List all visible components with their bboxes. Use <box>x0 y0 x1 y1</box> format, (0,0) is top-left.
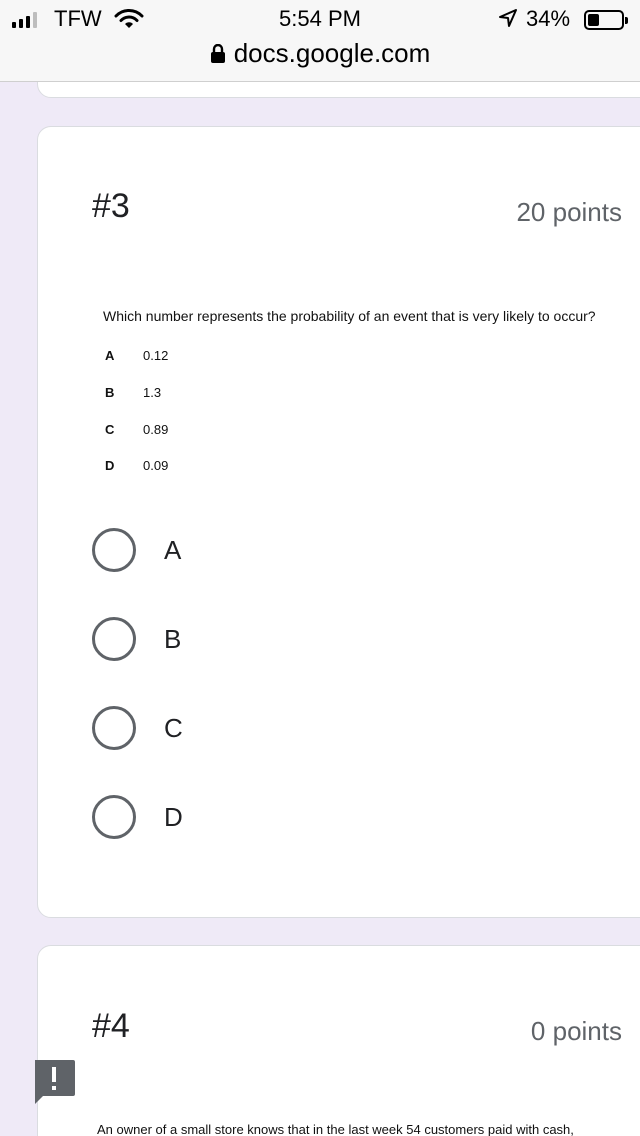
choice-value: 1.3 <box>143 385 162 400</box>
radio-button[interactable] <box>92 617 136 661</box>
choice-letter: A <box>105 348 115 363</box>
question-points: 0 points <box>530 1016 622 1046</box>
option-label: C <box>164 712 183 743</box>
choice-value: 0.89 <box>143 422 169 437</box>
question-points: 20 points <box>516 197 622 227</box>
question-text: An owner of a small store knows that in the last week 54 customers paid with cash, <box>97 1122 574 1136</box>
question-title: #3 <box>92 187 130 225</box>
option-label: B <box>164 623 182 654</box>
clock-time: 5:54 PM <box>279 6 361 31</box>
choice-letter: D <box>105 458 115 473</box>
question-title: #4 <box>92 1007 130 1045</box>
choice-row-c <box>105 422 168 437</box>
location-arrow-icon <box>498 8 518 34</box>
radio-option-a[interactable] <box>92 527 181 573</box>
exclamation-feedback-icon[interactable] <box>31 1058 77 1104</box>
choice-row-d <box>105 458 168 473</box>
choice-row-a <box>105 348 168 363</box>
choice-value: 0.12 <box>143 348 169 363</box>
url-text: docs.google.com <box>233 38 431 68</box>
browser-top-bar <box>0 0 640 82</box>
question-card-3 <box>37 126 640 918</box>
address-bar[interactable] <box>0 38 640 71</box>
question-text: Which number represents the probability of an event that is very likely to occur? <box>103 308 596 324</box>
battery-percentage: 34% <box>526 6 571 31</box>
choice-letter: C <box>105 422 115 437</box>
radio-button[interactable] <box>92 528 136 572</box>
radio-button[interactable] <box>92 795 136 839</box>
radio-option-b[interactable] <box>92 616 181 662</box>
question-card-4 <box>37 945 640 1136</box>
choice-value: 0.09 <box>143 458 169 473</box>
radio-button[interactable] <box>92 706 136 750</box>
battery-icon <box>584 10 624 30</box>
status-bar <box>0 6 640 34</box>
carrier-label: TFW <box>54 6 102 31</box>
choice-letter: B <box>105 385 115 400</box>
radio-option-d[interactable] <box>92 794 183 840</box>
option-label: D <box>164 801 183 832</box>
radio-option-c[interactable] <box>92 705 183 751</box>
lock-icon <box>210 40 226 71</box>
option-label: A <box>164 534 182 565</box>
choice-row-b <box>105 385 161 400</box>
